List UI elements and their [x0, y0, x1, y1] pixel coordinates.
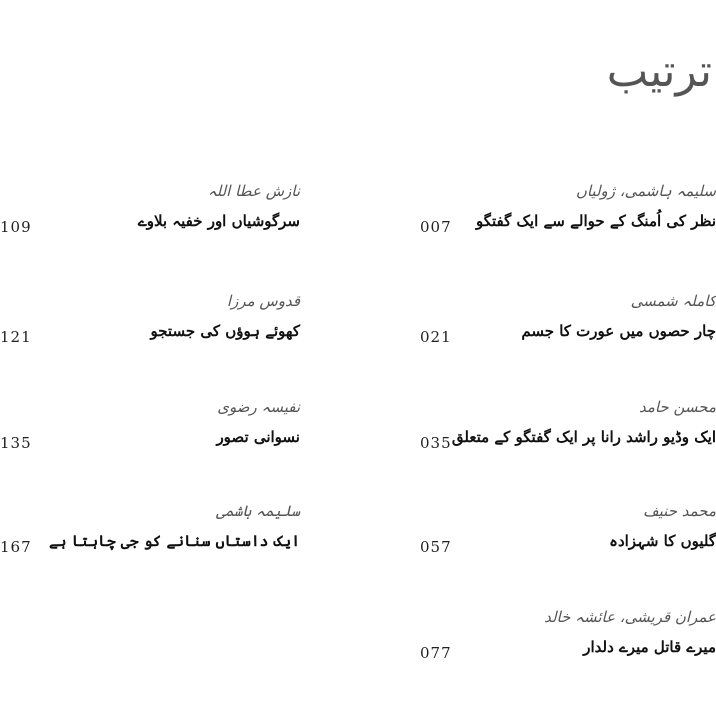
- entry-page-number: 135: [0, 434, 32, 452]
- entry-page-number: 035: [420, 434, 452, 452]
- entry-title: میرے قاتل میرے دلدار: [583, 638, 716, 656]
- entry-author: محمد حنیف: [643, 502, 716, 520]
- entry-title: نظر کی اُمنگ کے حوالے سے ایک گفتگو: [476, 212, 716, 230]
- entry-page-number: 121: [0, 328, 32, 346]
- entry-title: گلیوں کا شہزادہ: [609, 532, 716, 550]
- entry-page-number: 057: [420, 538, 452, 556]
- toc-entry: [410, 182, 716, 252]
- toc-entry: [410, 502, 716, 572]
- toc-entry: [410, 608, 716, 678]
- entry-author: نازش عطا اللہ: [207, 182, 300, 200]
- toc-entry: [0, 182, 300, 252]
- entry-title: سرگوشیاں اور خفیہ بلاوے: [137, 212, 300, 230]
- entry-author: عمران قریشی، عائشہ خالد: [544, 608, 716, 626]
- toc-entry: [0, 502, 300, 572]
- page-title: ترتیب: [606, 46, 712, 97]
- entry-author: سلیمہ ہاشمی، ژولیاں: [575, 182, 716, 200]
- entry-author: کاملہ شمسی: [630, 292, 716, 310]
- toc-entry: [0, 292, 300, 362]
- entry-page-number: 007: [420, 218, 452, 236]
- entry-author: قدوس مرزا: [226, 292, 300, 310]
- entry-title: ایک داستاں سنانے کو جی چاہتا ہے: [48, 532, 300, 550]
- toc-entry: [0, 398, 300, 468]
- entry-author: محسن حامد: [638, 398, 716, 416]
- entry-author: نفیسہ رضوی: [217, 398, 300, 416]
- entry-page-number: 109: [0, 218, 32, 236]
- entry-title: ایک وڈیو راشد رانا پر ایک گفتگو کے متعلق: [451, 428, 716, 446]
- toc-entry: [410, 292, 716, 362]
- entry-page-number: 021: [420, 328, 452, 346]
- entry-title: کھوئے ہوؤں کی جستجو: [150, 322, 300, 340]
- entry-author: سلیمہ ہاشمی: [216, 502, 300, 520]
- entry-page-number: 077: [420, 644, 452, 662]
- toc-entry: [410, 398, 716, 468]
- entry-title: نسوانی تصور: [216, 428, 300, 446]
- entry-title: چار حصوں میں عورت کا جسم: [521, 322, 716, 340]
- entry-page-number: 167: [0, 538, 32, 556]
